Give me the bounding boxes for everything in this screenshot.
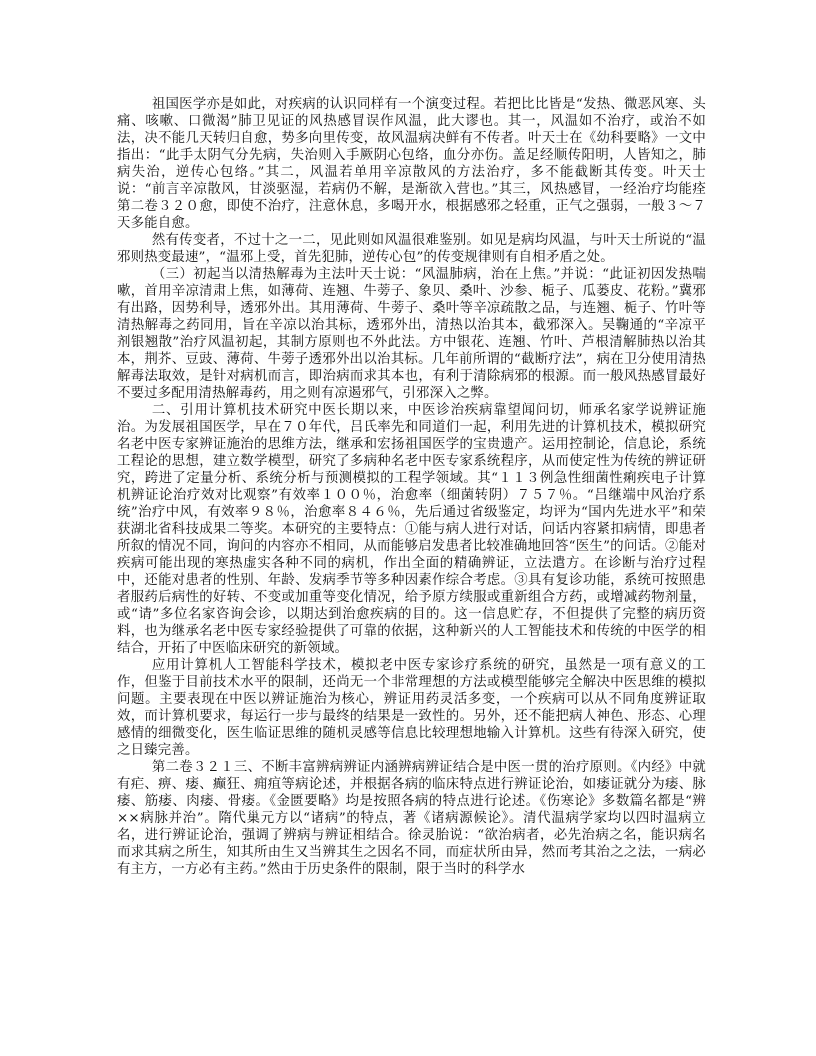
document-page bbox=[117, 96, 706, 878]
paragraph-section-2-computer-tech: 二、引用计算机技术研究中医长期以来，中医诊治疾病靠望闻问切，师承名家学说辨证施治。为发展祖国医学，早在７０年代，吕氏率先和同道们一起，利用先进的计算机技术，模拟研究名老中医专家辨证施治的思维方法，继承和宏扬祖国医学的宝贵遗产。运用控制论，信息论，系统工程论的思想，建立数学模型，研究了多病种名老中医专家系统程序，从而使定性为传统的辨证研究，跨进了定量分析、系统分析与预测模拟的工程学领域。其“１１３例急性细菌性痢疾电子计算机辨证论治疗效对比观察”有效率１００％，治愈率（细菌转阴）７５７％。“吕继端中风治疗系统”治疗中风，有效率９８％，治愈率８４６％，先后通过省级鉴定，均评为“国内先进水平”和荣获湖北省科技成果二等奖。本研究的主要特点：①能与病人进行对话，问话内容紧扣病情，即患者所叙的情况不同，询问的内容亦不相同，从而能够启发患者比较准确地回答“医生”的问话。②能对疾病可能出现的寒热虚实各种不同的病机，作出全面的精确辨证，立法遣方。在诊断与治疗过程中，还能对患者的性别、年龄、发病季节等多种因素作综合考虑。③具有复诊功能，系统可按照患者服药后病性的好转、不变或加重等变化情况，给予原方续服或重新组合方药，或增减药物剂量，或“请”多位名家咨询会诊，以期达到治愈疾病的目的。这一信息贮存，不但提供了完整的病历资料，也为继承名老中医专家经验提供了可靠的依据，这种新兴的人工智能技术和传统的中医学的相结合，开拓了中医临床研究的新领域。 bbox=[117, 403, 706, 656]
paragraph-fengwen-evolution: 祖国医学亦是如此，对疾病的认识同样有一个演变过程。若把比比皆是“发热、微恶风寒、头痛、咳嗽、口微渴”肺卫见证的风热感冒误作风温，此大谬也。其一，风温如不治疗，或治不如法，决不能几天转归自愈，势多向里传变，故风温病决鲜有不传者。叶天士在《幼科要略》一文中指出：“此手太阴气分先病，失治则入手厥阴心包络，血分亦伤。盖足经顺传阳明，人皆知之，肺病失治，逆传心包络。”其二，风温若单用辛凉散风的方法治疗，多不能截断其传变。叶天士说：“前言辛凉散风，甘淡驱湿，若病仍不解，是渐欲入营也。”其三，风热感冒，一经治疗均能痊第二卷３２０愈，即使不治疗，注意休息，多喝开水，根据感邪之轻重，正气之强弱，一般３～７天多能自愈。 bbox=[117, 97, 706, 231]
paragraph-ai-limitations: 应用计算机人工智能科学技术，模拟老中医专家诊疗系统的研究，虽然是一项有意义的工作，但鉴于目前技术水平的限制，还尚无一个非常理想的方法或模型能够完全解决中医思维的模拟问题。主要表现在中医以辨证施治为核心，辨证用药灵活多变，一个疾病可以从不同角度辨证取效，而计算机要求，每运行一步与最终的结果是一致性的。另外，还不能把病人神色、形态、心理感情的细微变化，医生临证思维的随机灵感等信息比较理想地输入计算机。这些有待深入研究，使之日臻完善。 bbox=[117, 658, 706, 758]
paragraph-section-3-clearing-heat: （三）初起当以清热解毒为主法叶天士说：“风温肺病，治在上焦。”并说：“此证初因发热喘嗽，首用辛凉清肃上焦，如薄荷、连翘、牛蒡子、象贝、桑叶、沙参、栀子、瓜蒌皮、花粉。”冀邪有出路，因势利导，透邪外出。其用薄荷、牛蒡子、桑叶等辛凉疏散之品，与连翘、栀子、竹叶等清热解毒之药同用，旨在辛凉以治其标，透邪外出，清热以治其本，截邪深入。吴鞠通的“辛凉平剂银翘散”治疗风温初起，其制方原则也不外此法。方中银花、连翘、竹叶、芦根清解肺热以治其本，荆芥、豆豉、薄荷、牛蒡子透邪外出以治其标。几年前所谓的“截断疗法”，病在卫分使用清热解毒法取效，是针对病机而言，即治病而求其本也，有利于清除病邪的根源。而一般风热感冒最好不要过多配用清热解毒药，用之则有凉遏邪气，引邪深入之弊。 bbox=[117, 267, 706, 401]
paragraph-transmission: 然有传变者，不过十之一二，见此则如风温很难鉴别。如见是病均风温，与叶天士所说的“温邪则热变最速”，“温邪上受，首先犯肺，逆传心包”的传变规律则有自相矛盾之处。 bbox=[117, 233, 706, 265]
paragraph-section-3-disease-syndrome: 第二卷３２１三、不断丰富辨病辨证内涵辨病辨证结合是中医一贯的治疗原则。《内经》中就有疟、痹、痿、癫狂、痈疽等病论述，并根据各病的临床特点进行辨证论治，如痿证就分为痿、脉痿、筋痿、肉痿、骨痿。《金匮要略》均是按照各病的特点进行论述。《伤寒论》多数篇名都是“辨××病脉并治”。隋代巢元方以“诸病”的特点，著《诸病源候论》。清代温病学家均以四时温病立名，进行辨证论治，强调了辨病与辨证相结合。徐灵胎说：“欲治病者，必先治病之名，能识病名而求其病之所生，知其所由生又当辨其生之因名不同，而症状所由异，然而考其治之之法，一病必有主方，一方必有主药。”然由于历史条件的限制，限于当时的科学水 bbox=[117, 760, 706, 877]
